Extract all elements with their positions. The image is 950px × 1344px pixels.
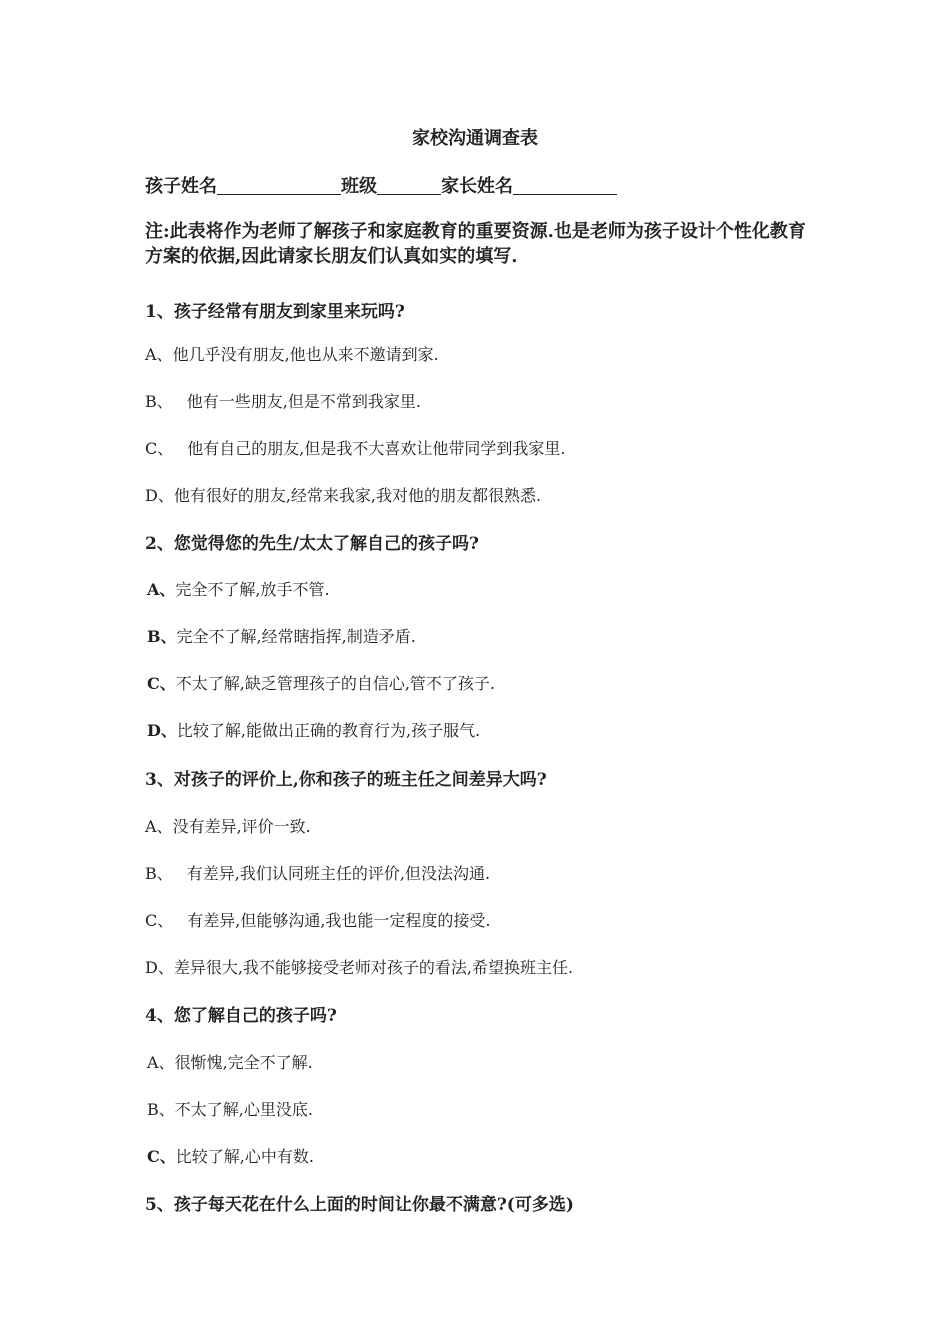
question-1: 1、孩子经常有朋友到家里来玩吗?	[145, 302, 405, 322]
parent-name-label: 家长姓名	[441, 176, 513, 197]
class-field[interactable]	[377, 176, 441, 195]
question-1-option-a[interactable]: A、他几乎没有朋友,他也从来不邀请到家.	[145, 345, 439, 364]
question-5: 5、孩子每天花在什么上面的时间让你最不满意?(可多选)	[145, 1195, 574, 1215]
class-label: 班级	[341, 176, 377, 197]
question-1-option-b[interactable]: B、 他有一些朋友,但是不常到我家里.	[145, 392, 421, 411]
question-2-option-b[interactable]: B、完全不了解,经常瞎指挥,制造矛盾.	[147, 627, 416, 646]
info-fields	[145, 172, 617, 198]
question-2-option-c[interactable]: C、不太了解,缺乏管理孩子的自信心,管不了孩子.	[147, 674, 496, 693]
question-3: 3、对孩子的评价上,你和孩子的班主任之间差异大吗?	[145, 770, 547, 790]
child-name-field[interactable]	[217, 176, 341, 195]
question-4-option-a[interactable]: A、很惭愧,完全不了解.	[147, 1053, 313, 1072]
question-1-option-c[interactable]: C、 他有自己的朋友,但是我不大喜欢让他带同学到我家里.	[145, 439, 566, 458]
page-title: 家校沟通调查表	[412, 128, 538, 149]
question-3-option-d[interactable]: D、差异很大,我不能够接受老师对孩子的看法,希望换班主任.	[145, 958, 574, 977]
question-4: 4、您了解自己的孩子吗?	[145, 1006, 337, 1026]
question-3-option-c[interactable]: C、 有差异,但能够沟通,我也能一定程度的接受.	[145, 911, 491, 930]
question-3-option-b[interactable]: B、 有差异,我们认同班主任的评价,但没法沟通.	[145, 864, 491, 883]
parent-name-field[interactable]	[513, 176, 617, 195]
question-1-option-d[interactable]: D、他有很好的朋友,经常来我家,我对他的朋友都很熟悉.	[145, 486, 542, 505]
question-2-option-a[interactable]: A、完全不了解,放手不管.	[147, 580, 330, 599]
question-3-option-a[interactable]: A、没有差异,评价一致.	[145, 817, 311, 836]
question-4-option-c[interactable]: C、比较了解,心中有数.	[147, 1147, 314, 1166]
question-2-option-d[interactable]: D、比较了解,能做出正确的教育行为,孩子服气.	[147, 721, 481, 740]
child-name-label: 孩子姓名	[145, 176, 217, 197]
question-4-option-b[interactable]: B、不太了解,心里没底.	[147, 1100, 313, 1119]
question-2: 2、您觉得您的先生/太太了解自己的孩子吗?	[145, 534, 479, 554]
instruction-note: 注:此表将作为老师了解孩子和家庭教育的重要资源.也是老师为孩子设计个性化教育方案的依据,因此请家长朋友们认真如实的填写.	[145, 221, 806, 267]
